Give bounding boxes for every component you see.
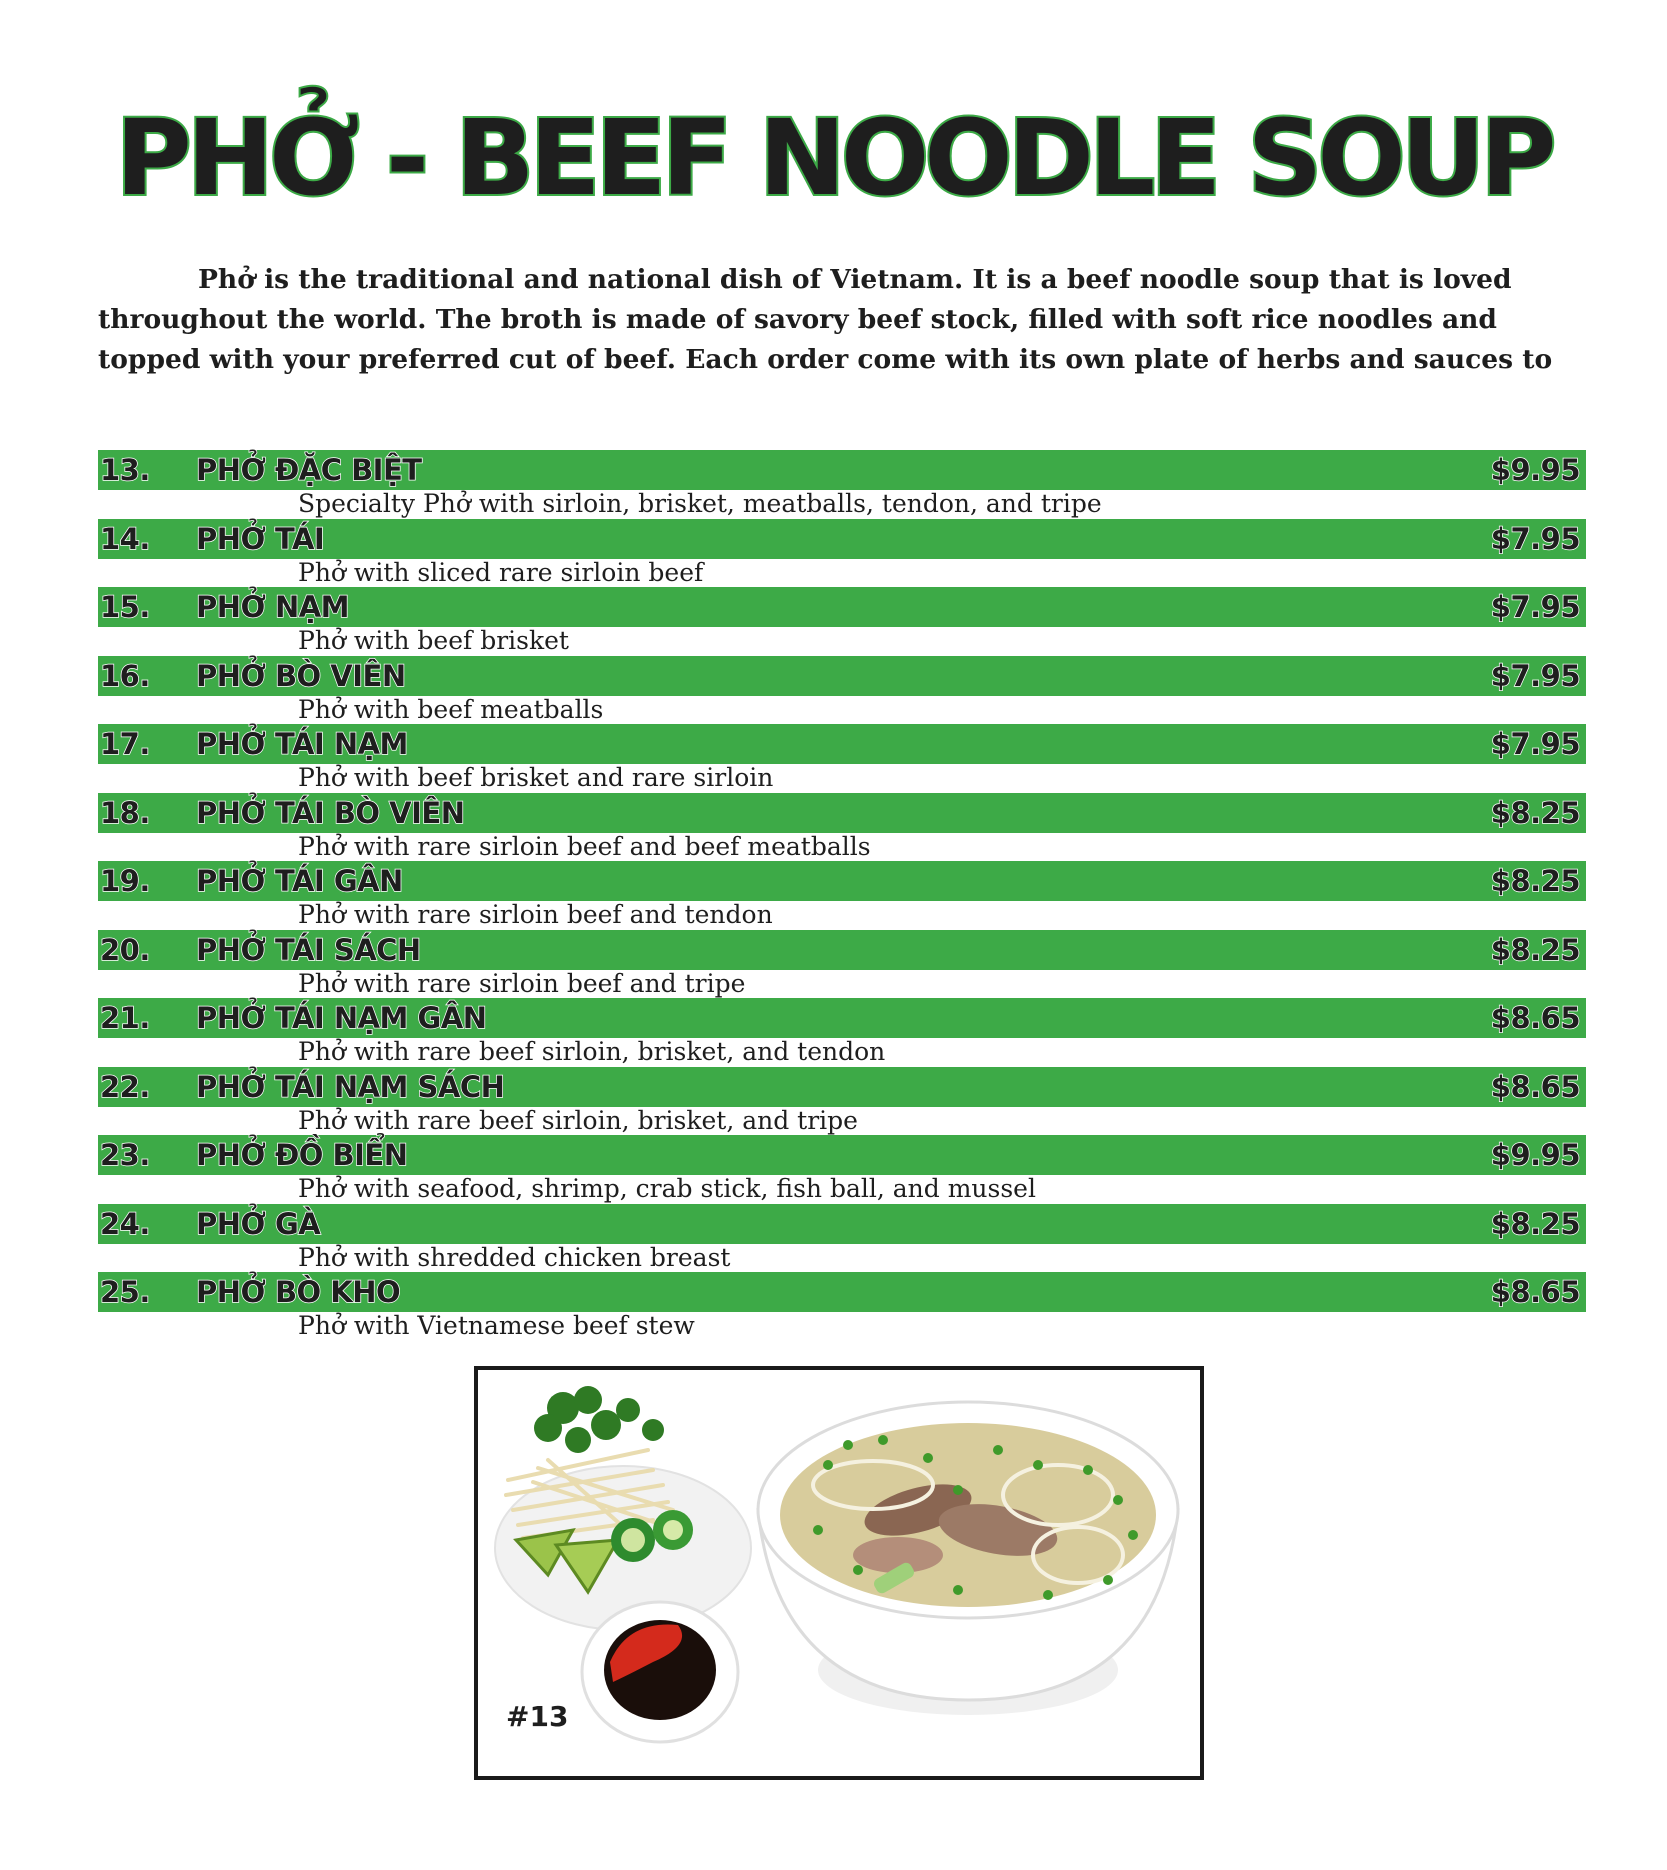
item-description: Phở with seafood, shrimp, crab stick, fish ball, and mussel [298,1174,1036,1203]
item-number: 22. [100,1069,150,1104]
item-price: $9.95 [1490,453,1580,487]
item-price: $8.65 [1490,1069,1580,1104]
item-name: PHỞ BÒ KHO [196,1275,401,1309]
intro-paragraph: Phở is the traditional and national dish of Vietnam. It is a beef noodle soup that is loved throughout the world. The broth is made of savory beef stock, filled with soft rice noodles and topped with your preferred cut of beef. Each order come with its own plate of herbs and sauces to [98,264,1553,375]
item-name: PHỞ TÁI BÒ VIÊN [196,795,465,830]
item-description: Phở with rare sirloin beef and tripe [298,968,746,998]
photo-caption: #13 [506,1700,569,1733]
item-name: PHỞ ĐỒ BIỂN [196,1138,408,1172]
menu-item [98,1135,1586,1204]
item-name: PHỞ TÁI NẠM SÁCH [196,1069,505,1104]
item-price: $7.95 [1490,521,1580,556]
item-name: PHỞ BÒ VIÊN [196,658,406,693]
item-name: PHỞ TÁI [196,521,325,556]
page-title: PHỞ - BEEF NOODLE SOUP [115,97,1552,219]
item-description: Phở with Vietnamese beef stew [298,1311,695,1340]
item-description: Phở with rare sirloin beef and tendon [298,900,773,929]
menu-item [98,724,1586,793]
item-price: $7.95 [1490,590,1580,624]
item-price: $8.25 [1490,864,1580,898]
item-description: Phở with rare beef sirloin, brisket, and tendon [298,1037,886,1066]
item-price: $8.25 [1490,795,1580,830]
item-name: PHỞ NẠM [196,590,350,624]
item-description: Phở with shredded chicken breast [298,1242,731,1272]
menu-item [98,656,1586,725]
item-bar [98,1204,1586,1244]
item-price: $7.95 [1490,727,1580,761]
item-name: PHỞ TÁI GÂN [196,864,403,898]
item-name: PHỞ GÀ [196,1206,321,1241]
menu-item [98,1067,1586,1136]
item-description: Phở with beef brisket [298,626,569,655]
item-number: 17. [100,727,150,761]
item-number: 13. [100,453,150,487]
item-price: $7.95 [1490,658,1580,693]
item-description: Phở with beef brisket and rare sirloin [298,763,774,792]
item-number: 16. [100,658,150,693]
item-number: 19. [100,864,150,898]
item-number: 14. [100,521,150,556]
menu-item [98,450,1586,519]
item-number: 23. [100,1138,150,1172]
menu-item [98,793,1586,862]
item-name: PHỞ TÁI NẠM [196,727,408,761]
item-description: Phở with rare sirloin beef and beef meatballs [298,831,871,861]
item-price: $9.95 [1490,1138,1580,1172]
item-number: 18. [100,795,150,830]
menu-item [98,587,1586,656]
item-price: $8.65 [1490,1001,1580,1035]
menu-list [98,450,1586,1341]
item-description: Specialty Phở with sirloin, brisket, meatballs, tendon, and tripe [298,489,1102,518]
item-description: Phở with sliced rare sirloin beef [298,557,704,587]
item-description: Phở with beef meatballs [298,694,604,724]
menu-item [98,930,1586,999]
menu-item [98,519,1586,588]
menu-item [98,1272,1586,1341]
item-name: PHỞ ĐẶC BIỆT [196,453,422,487]
item-name: PHỞ TÁI SÁCH [196,932,421,967]
menu-item [98,861,1586,930]
item-number: 15. [100,590,150,624]
item-number: 20. [100,932,150,967]
item-number: 21. [100,1001,150,1035]
item-number: 24. [100,1206,150,1241]
item-description: Phở with rare beef sirloin, brisket, and tripe [298,1105,858,1135]
item-price: $8.65 [1490,1275,1580,1309]
item-number: 25. [100,1275,150,1309]
item-name: PHỞ TÁI NẠM GÂN [196,1001,487,1035]
pho-photo-illustration [478,1370,1200,1776]
menu-item [98,1204,1586,1273]
item-price: $8.25 [1490,1206,1580,1241]
pho-photo [474,1366,1204,1780]
item-price: $8.25 [1490,932,1580,967]
menu-item [98,998,1586,1067]
